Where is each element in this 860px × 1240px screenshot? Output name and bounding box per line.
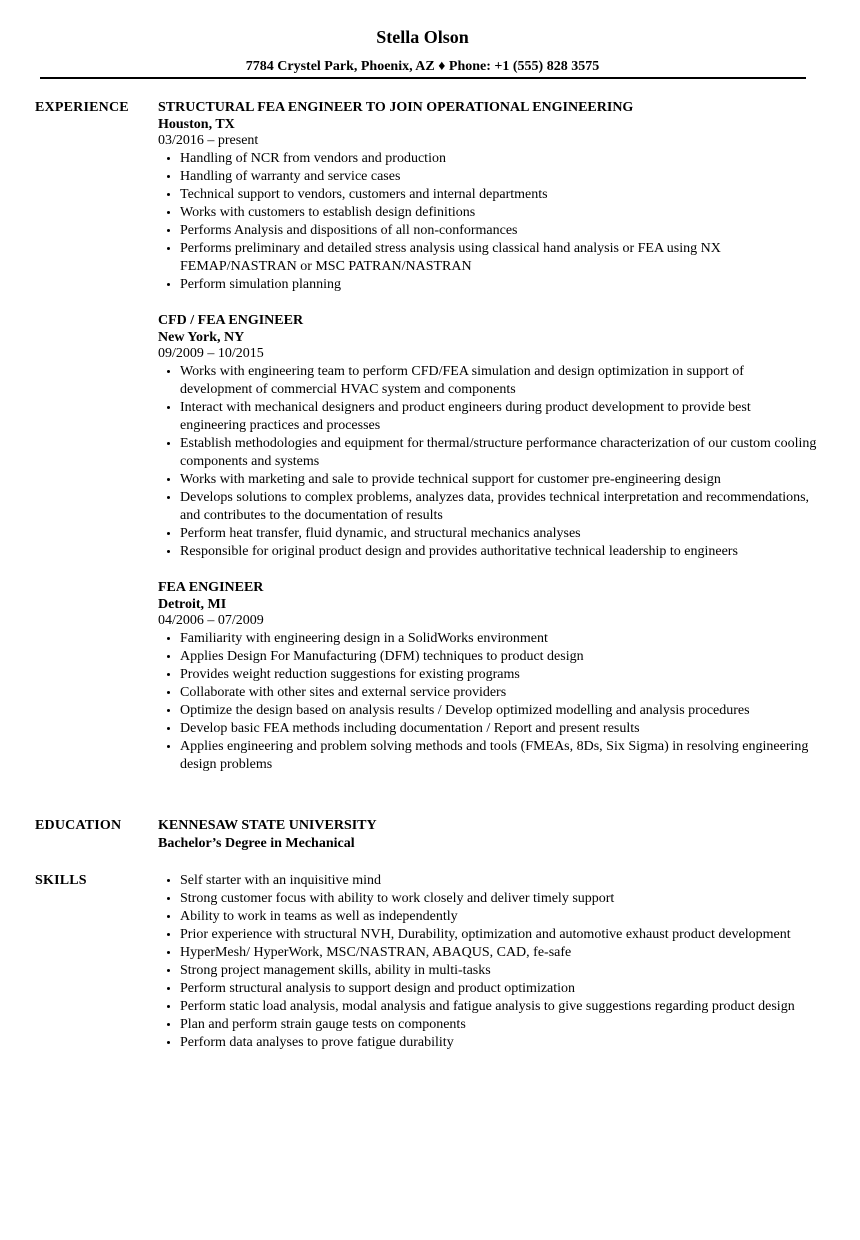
degree-name: Bachelor’s Degree in Mechanical: [158, 836, 355, 851]
skill-item: • Prior experience with structural NVH, Durability, optimization and automotive exhaust product development: [180, 926, 818, 944]
job-bullet: • Responsible for original product design and provides authoritative technical leadership to engineers: [180, 543, 818, 561]
job-title: STRUCTURAL FEA ENGINEER TO JOIN OPERATIONAL ENGINEERING: [158, 100, 634, 115]
job-bullet: • Interact with mechanical designers and product engineers during product development to provide best engineering practices and processes: [180, 399, 818, 435]
job-bullet: • Collaborate with other sites and external service providers: [180, 684, 818, 702]
job-bullet: • Applies engineering and problem solving methods and tools (FMEAs, 8Ds, Six Sigma) in resolving engineering design problems: [180, 738, 818, 774]
job-bullet: • Applies Design For Manufacturing (DFM) techniques to product design: [180, 648, 818, 666]
job-entry: [158, 312, 818, 561]
job-bullet: • Perform simulation planning: [180, 276, 818, 294]
school-name: KENNESAW STATE UNIVERSITY: [158, 818, 377, 833]
skills-body: [158, 872, 818, 1052]
job-location: New York, NY: [158, 330, 245, 345]
skill-item: • Ability to work in teams as well as independently: [180, 908, 818, 926]
job-bullets: [158, 630, 818, 774]
experience-body: [158, 99, 818, 792]
job-bullet: • Provides weight reduction suggestions for existing programs: [180, 666, 818, 684]
job-bullet: • Works with customers to establish design definitions: [180, 204, 818, 222]
skill-item: • Self starter with an inquisitive mind: [180, 872, 818, 890]
skill-item: • Strong customer focus with ability to work closely and deliver timely support: [180, 890, 818, 908]
job-bullet: • Performs Analysis and dispositions of all non-conformances: [180, 222, 818, 240]
skill-item: • Perform data analyses to prove fatigue durability: [180, 1034, 818, 1052]
job-dates: 03/2016 – present: [158, 133, 259, 148]
job-title: CFD / FEA ENGINEER: [158, 313, 304, 328]
job-bullet: • Develop basic FEA methods including documentation / Report and present results: [180, 720, 818, 738]
job-bullets: [158, 363, 818, 561]
job-title: FEA ENGINEER: [158, 580, 264, 595]
job-location: Houston, TX: [158, 117, 235, 132]
skill-item: • Strong project management skills, ability in multi-tasks: [180, 962, 818, 980]
candidate-name: Stella Olson: [376, 27, 469, 47]
job-bullet: • Optimize the design based on analysis results / Develop optimized modelling and analysis procedures: [180, 702, 818, 720]
job-bullet: • Performs preliminary and detailed stress analysis using classical hand analysis or FEA using NX FEMAP/NASTRAN or MSC PATRAN/NASTRAN: [180, 240, 818, 276]
skill-item: • Plan and perform strain gauge tests on components: [180, 1016, 818, 1034]
job-dates: 09/2009 – 10/2015: [158, 346, 264, 361]
job-bullet: • Handling of NCR from vendors and production: [180, 150, 818, 168]
job-bullets: [158, 150, 818, 294]
skill-item: • HyperMesh/ HyperWork, MSC/NASTRAN, ABAQUS, CAD, fe-safe: [180, 944, 818, 962]
education-body: [158, 817, 818, 853]
job-bullet: • Works with marketing and sale to provide technical support for customer pre-engineering design: [180, 471, 818, 489]
experience-label: EXPERIENCE: [35, 100, 129, 115]
job-bullet: • Establish methodologies and equipment for thermal/structure performance characterization of our custom cooling components and systems: [180, 435, 818, 471]
header-divider: [40, 77, 806, 79]
job-entry: [158, 579, 818, 774]
job-bullet: • Familiarity with engineering design in a SolidWorks environment: [180, 630, 818, 648]
skill-item: • Perform structural analysis to support design and product optimization: [180, 980, 818, 998]
job-bullet: • Develops solutions to complex problems, analyzes data, provides technical interpretation and recommendations, and contributes to the documentation of results: [180, 489, 818, 525]
contact-line: 7784 Crystel Park, Phoenix, AZ ♦ Phone: +1 (555) 828 3575: [245, 59, 600, 74]
skill-item: • Perform static load analysis, modal analysis and fatigue analysis to give suggestions regarding product design: [180, 998, 818, 1016]
education-label: EDUCATION: [35, 818, 122, 833]
job-dates: 04/2006 – 07/2009: [158, 613, 264, 628]
job-entry: [158, 99, 818, 294]
job-location: Detroit, MI: [158, 597, 227, 612]
skills-list: [158, 872, 818, 1052]
job-bullet: • Technical support to vendors, customers and internal departments: [180, 186, 818, 204]
job-bullet: • Handling of warranty and service cases: [180, 168, 818, 186]
job-bullet: • Perform heat transfer, fluid dynamic, and structural mechanics analyses: [180, 525, 818, 543]
job-bullet: • Works with engineering team to perform CFD/FEA simulation and design optimization in support of development of commercial HVAC system and components: [180, 363, 818, 399]
skills-label: SKILLS: [35, 873, 87, 888]
